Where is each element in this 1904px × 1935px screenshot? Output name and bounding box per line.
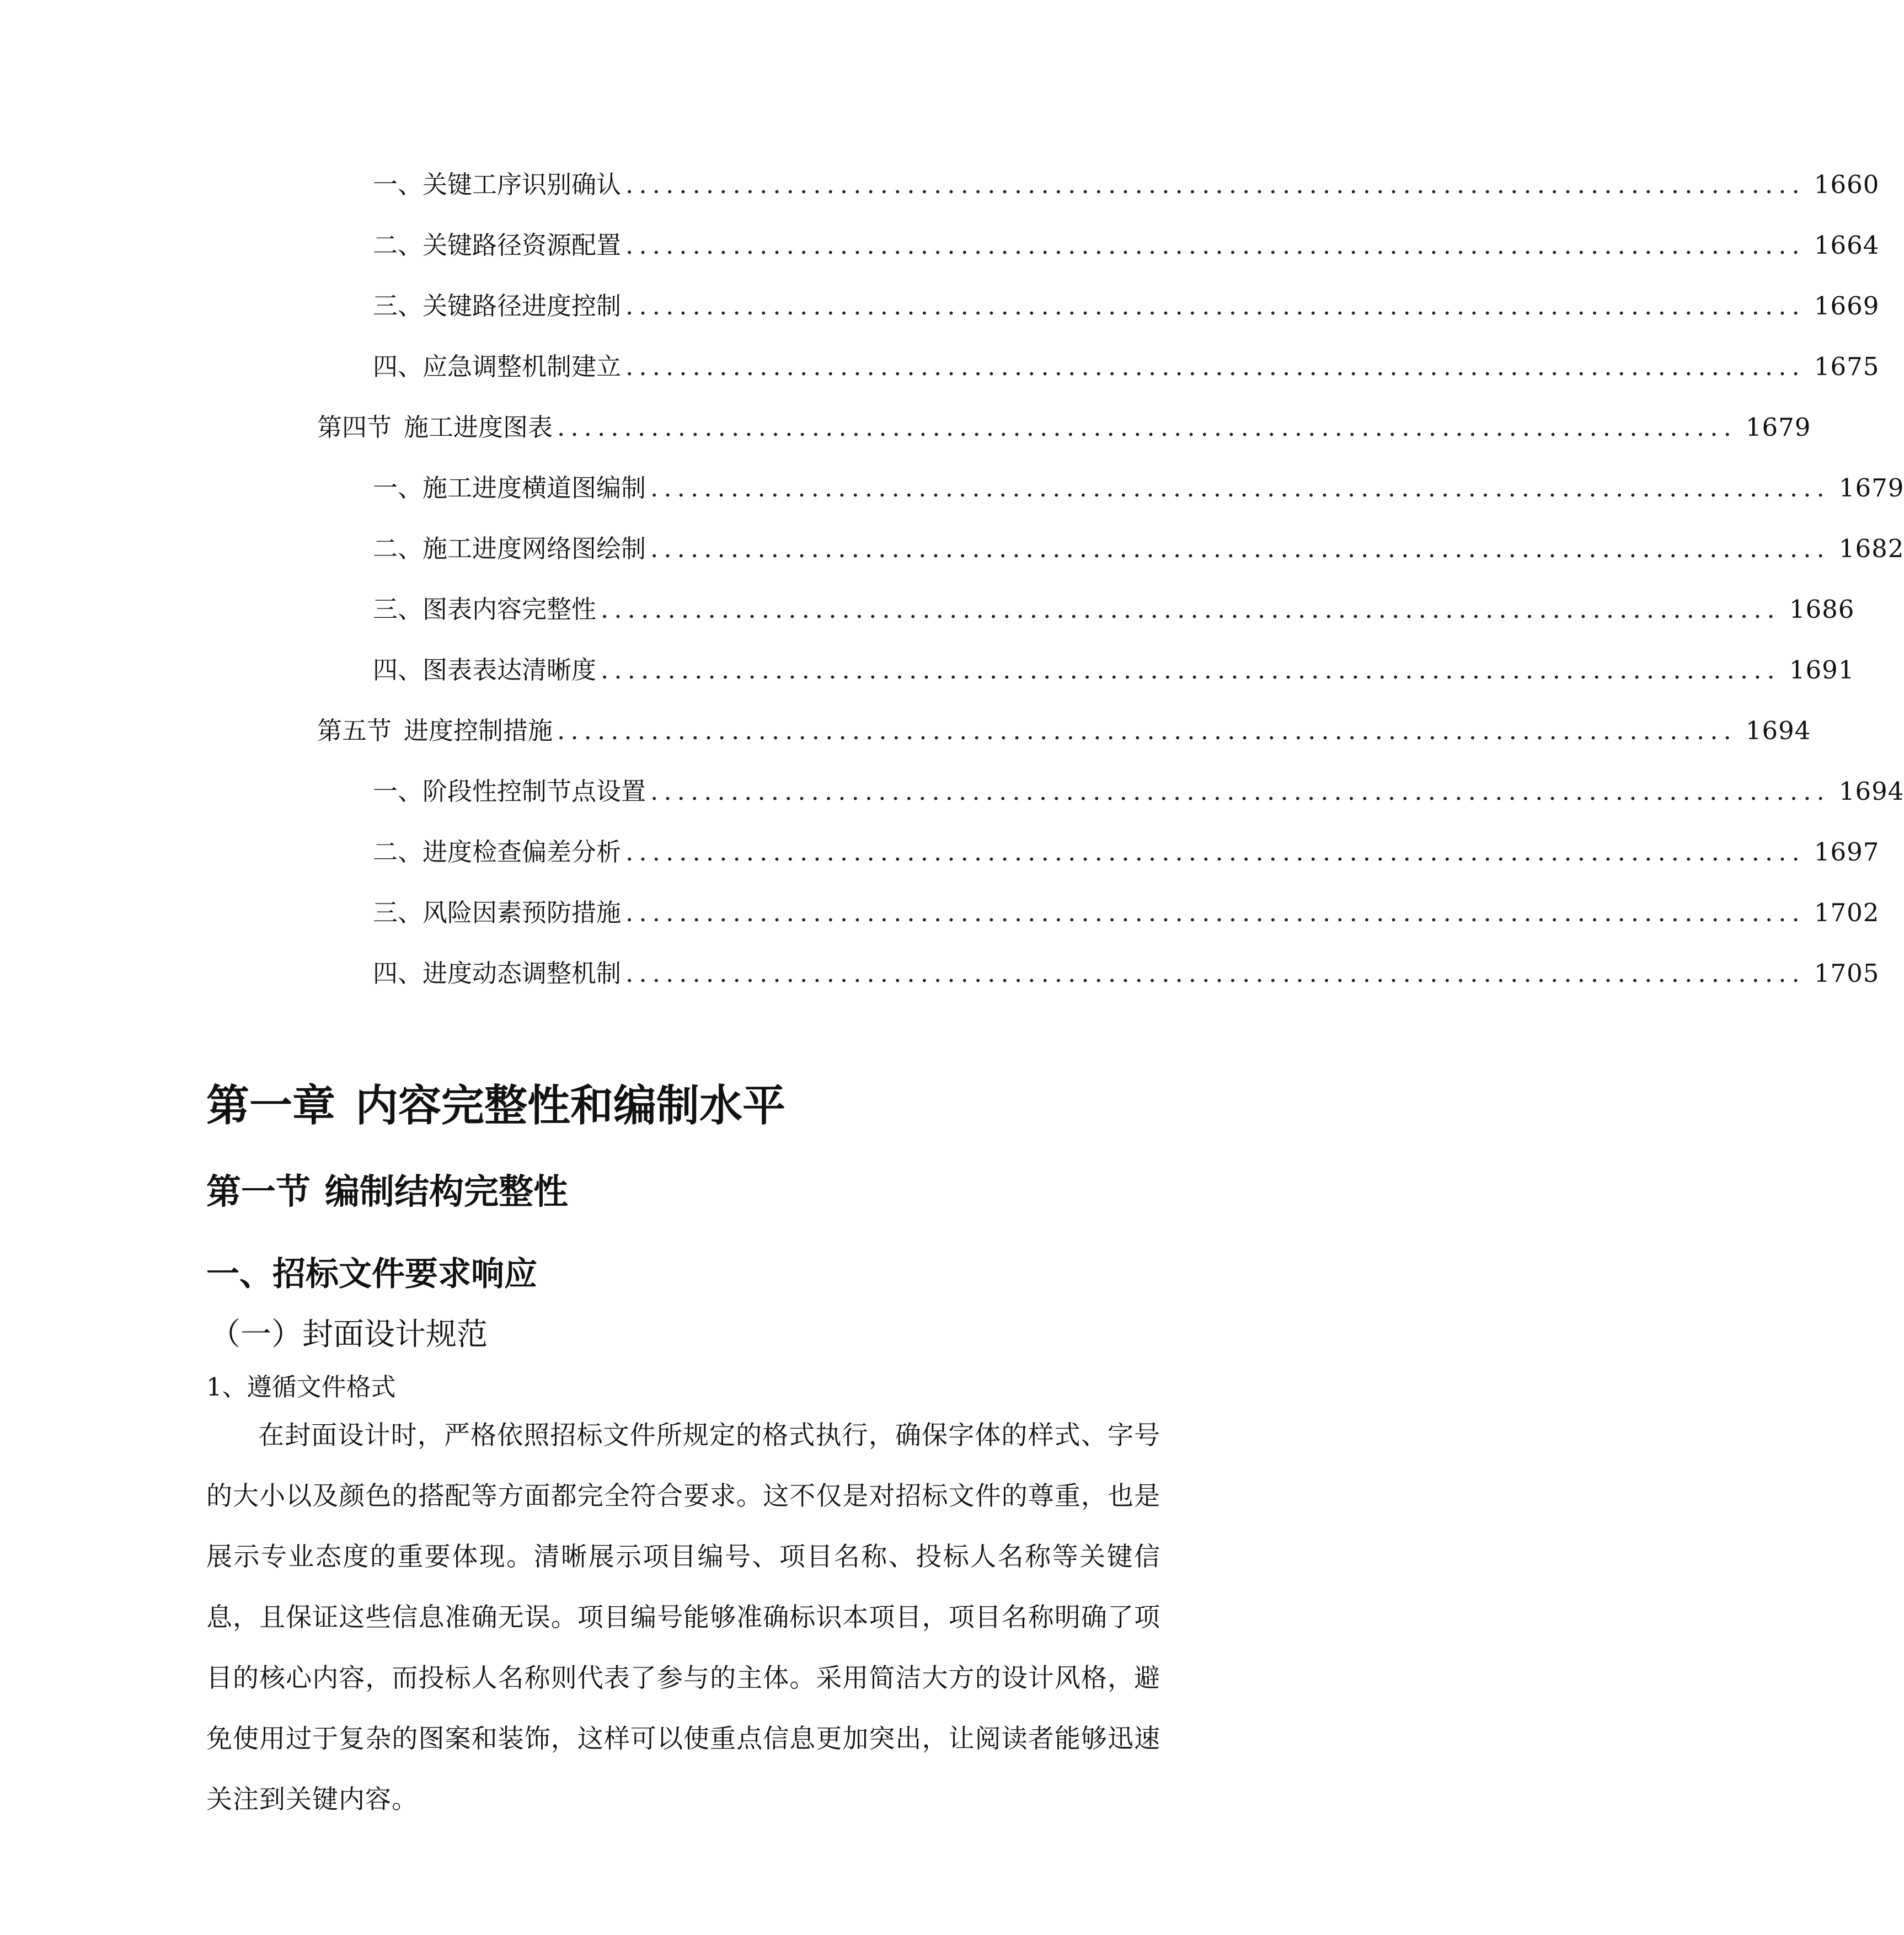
toc-entry-title: 施工进度图表 — [404, 413, 553, 442]
toc-page-number: 1669 — [1814, 291, 1880, 320]
toc-entry[interactable] — [373, 165, 1880, 204]
subsubsection-heading: （一）封面设计规范 — [210, 1317, 488, 1353]
toc-dot-leader: ........................................................................................ — [625, 898, 1805, 927]
toc-dot-leader: ........................................................................................ — [601, 595, 1780, 624]
toc-entry-title: 图表内容完整性 — [422, 595, 597, 624]
toc-entry-title: 关键路径进度控制 — [422, 291, 622, 320]
toc-entry-title: 施工进度网络图绘制 — [422, 534, 646, 563]
toc-entry-number: 一、 — [373, 170, 423, 199]
toc-entry-number: 二、 — [373, 231, 423, 260]
toc-entry-number: 三、 — [373, 898, 423, 927]
toc-page-number: 1694 — [1838, 777, 1904, 806]
toc-entry-title: 进度控制措施 — [404, 716, 553, 745]
toc-entry-number: 二、 — [373, 534, 423, 563]
toc-page-number: 1679 — [1838, 473, 1904, 503]
toc-dot-leader: ........................................................................................ — [650, 473, 1830, 503]
toc-entry[interactable] — [373, 530, 1904, 568]
toc-entry[interactable] — [373, 469, 1904, 507]
subsection-heading: 一、招标文件要求响应 — [206, 1255, 537, 1293]
toc-entry[interactable] — [373, 894, 1880, 932]
toc-page-number: 1660 — [1814, 170, 1880, 199]
toc-page-number: 1675 — [1814, 352, 1880, 381]
chapter-title: 内容完整性和编制水平 — [355, 1081, 786, 1131]
toc-page-number: 1702 — [1814, 898, 1880, 927]
toc-entry-title: 关键路径资源配置 — [422, 231, 622, 260]
toc-page-number: 1705 — [1814, 959, 1880, 988]
toc-dot-leader: ........................................................................................ — [557, 413, 1737, 442]
toc-dot-leader: ........................................................................................ — [601, 655, 1780, 685]
body-paragraph: 在封面设计时，严格依照招标文件所规定的格式执行，确保字体的样式、字号的大小以及颜色的搭配等方面都完全符合要求。这不仅是对招标文件的尊重，也是展示专业态度的重要体现。清晰展示项目编号、项目名称、投标人名称等关键信息，且保证这些信息准确无误。项目编号能够准确标识本项目，项目名称明确了项目的核心内容，而投标人名称则代表了参与的主体。采用简洁大方的设计风格，避免使用过于复杂的图案和装饰，这样可以使重点信息更加突出，让阅读者能够迅速关注到关键内容。 — [206, 1420, 1160, 1815]
toc-entry[interactable] — [373, 772, 1904, 811]
toc-page-number: 1691 — [1789, 655, 1855, 685]
toc-entry-number: 二、 — [373, 837, 423, 867]
section-heading — [206, 1164, 568, 1214]
toc-entry[interactable] — [373, 651, 1855, 689]
toc-entry-number: 三、 — [373, 595, 423, 624]
toc-entry-number: 第四节 — [317, 413, 392, 442]
chapter-number: 第一章 — [206, 1081, 336, 1131]
toc-page-number: 1686 — [1789, 595, 1855, 624]
toc-page-number: 1694 — [1745, 716, 1811, 745]
chapter-heading — [206, 1071, 785, 1133]
toc-page-number: 1679 — [1745, 413, 1811, 442]
toc-entry[interactable] — [373, 833, 1880, 872]
toc-entry-title: 阶段性控制节点设置 — [422, 777, 646, 806]
toc-entry[interactable] — [373, 348, 1880, 386]
toc-dot-leader: ........................................................................................ — [557, 716, 1737, 745]
toc-entry-title: 应急调整机制建立 — [422, 352, 622, 381]
toc-entry-number: 一、 — [373, 473, 423, 503]
toc-entry-title: 关键工序识别确认 — [422, 170, 622, 199]
toc-page-number: 1697 — [1814, 837, 1880, 867]
toc-entry-title: 进度检查偏差分析 — [422, 837, 622, 867]
toc-entry-number: 三、 — [373, 291, 423, 320]
toc-page-number: 1682 — [1838, 534, 1904, 563]
toc-page-number: 1664 — [1814, 231, 1880, 260]
toc-entry[interactable] — [373, 590, 1855, 629]
toc-entry-number: 四、 — [373, 352, 423, 381]
toc-entry-title: 风险因素预防措施 — [422, 898, 622, 927]
item-heading: 1、遵循文件格式 — [206, 1372, 396, 1402]
toc-entry[interactable] — [373, 954, 1880, 993]
toc-entry-number: 一、 — [373, 777, 423, 806]
section-title: 编制结构完整性 — [325, 1172, 568, 1212]
toc-dot-leader: ........................................................................................ — [625, 291, 1805, 320]
toc-dot-leader: ........................................................................................ — [625, 837, 1805, 867]
toc-dot-leader: ........................................................................................ — [625, 959, 1805, 988]
toc-dot-leader: ........................................................................................ — [650, 777, 1830, 806]
toc-entry-number: 四、 — [373, 959, 423, 988]
toc-entry[interactable] — [373, 287, 1880, 325]
toc-entry-title: 进度动态调整机制 — [422, 959, 622, 988]
toc-entry-number: 第五节 — [317, 716, 392, 745]
toc-dot-leader: ........................................................................................ — [625, 170, 1805, 199]
toc-entry[interactable] — [317, 712, 1811, 750]
toc-entry-title: 施工进度横道图编制 — [422, 473, 646, 503]
section-number: 第一节 — [206, 1172, 311, 1212]
toc-dot-leader: ........................................................................................ — [625, 231, 1805, 260]
toc-entry[interactable] — [317, 408, 1811, 447]
toc-entry-number: 四、 — [373, 655, 423, 685]
toc-dot-leader: ........................................................................................ — [650, 534, 1830, 563]
toc-dot-leader: ........................................................................................ — [625, 352, 1805, 381]
toc-entry-title: 图表表达清晰度 — [422, 655, 597, 685]
toc-entry[interactable] — [373, 226, 1880, 265]
